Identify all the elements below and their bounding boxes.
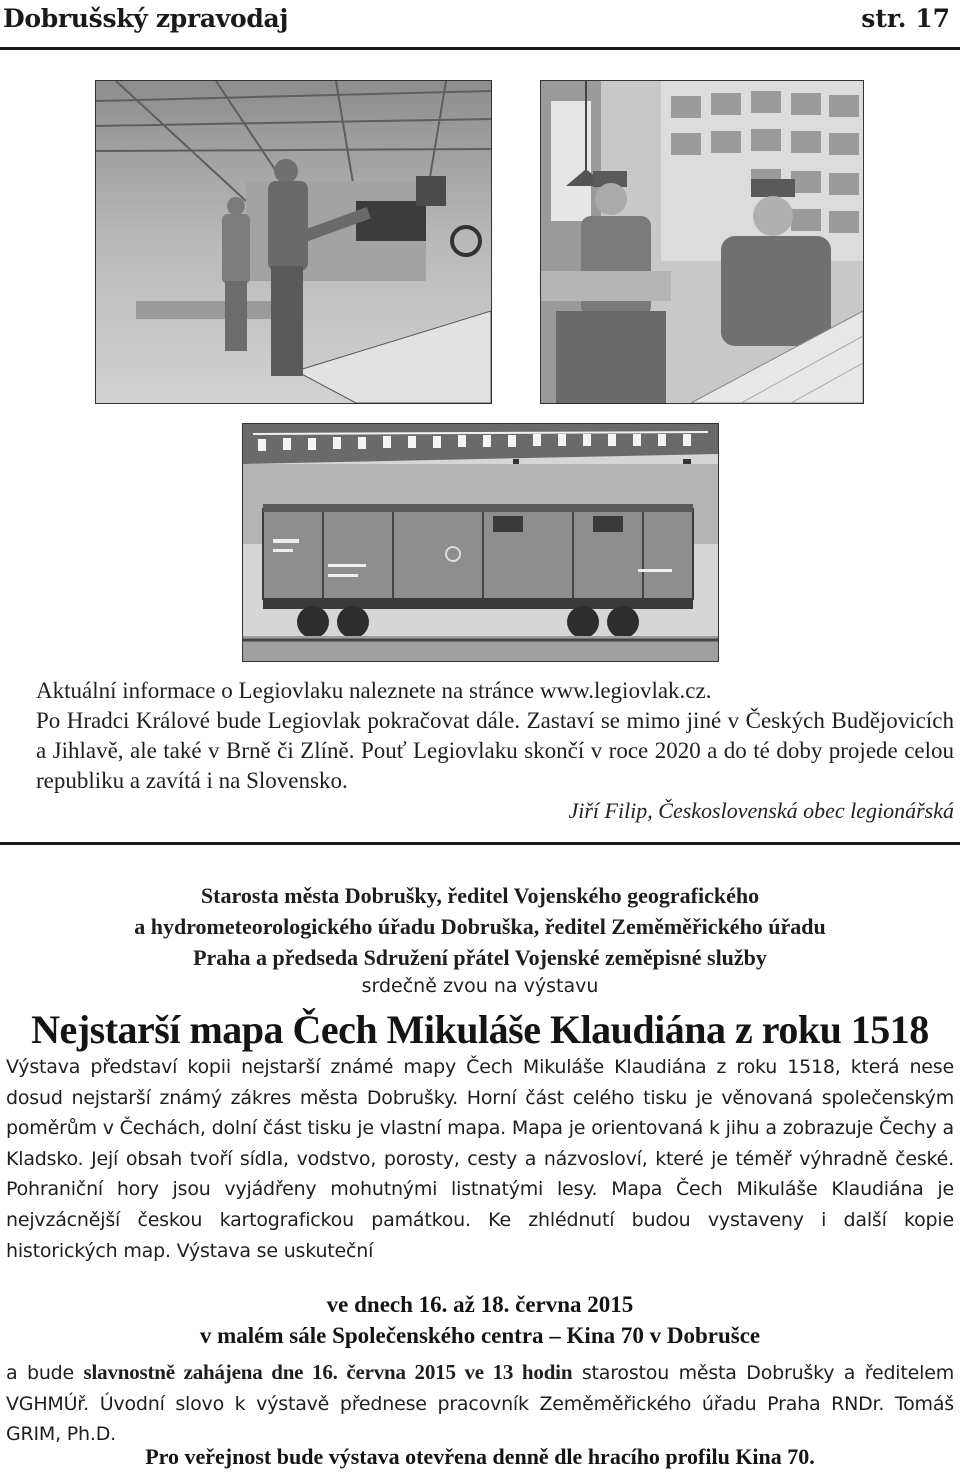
opening-text: starostou města Dobrušky a ředitelem VGHMÚř. Úvodní slovo k výstavě přednese pracovník Zeměměřického úřadu Praha RNDr. Tomáš GRIM, Ph.D. (6, 1362, 954, 1446)
opening-info (6, 1357, 954, 1450)
workshop-photo (95, 80, 492, 404)
page-header (0, 0, 960, 52)
opening-text: a bude (6, 1362, 75, 1384)
exhibition-description: Výstava představí kopii nejstarší známé mapy Čech Mikuláše Klaudiána z roku 1518, která nese dosud nejstarší známý zákres města Dobrušky. Horní část celého tisku je věnovaná společenským poměrům v Čechách, dolní část tisku je vlastní mapa. Mapa je orientovaná k jihu a zobrazuje Čechy a Kladsko. Její obsah tvoří sídla, vodstvo, porosty, cesty a názvosloví, které je téměř výhradně české. Pohraniční hory jsou vyjádřeny mohutnými listnatými lesy. Mapa Čech Mikuláše Klaudiána je nejvzácnější českou kartografickou památkou. Ke zhlédnutí budou vystaveny i další kopie historických map. Výstava se uskuteční (6, 1056, 954, 1262)
invitation-subtitle: srdečně zvou na výstavu (361, 975, 599, 997)
invitation-hosts (0, 880, 960, 973)
opening-highlight: slavnostně zahájena dne 16. června 2015 ve 13 hodin (83, 1360, 573, 1384)
exhibition-dates: ve dnech 16. až 18. června 2015 (326, 1292, 634, 1317)
railcar-photo (242, 423, 719, 662)
exhibition-title: Nejstarší mapa Čech Mikuláše Klaudiána z roku 1518 (31, 1007, 929, 1052)
office-photo (540, 80, 864, 404)
article-signature: Jiří Filip, Československá obec legionářská (568, 798, 954, 823)
header-divider (0, 47, 960, 50)
public-opening-note: Pro veřejnost bude výstava otevřena denně dle hracího profilu Kina 70. (145, 1444, 815, 1469)
invitation-line: a hydrometeorologického úřadu Dobruška, ředitel Zeměměřického úřadu (134, 914, 826, 939)
exhibition-venue: v malém sále Společenského centra – Kina 70 v Dobrušce (199, 1323, 761, 1348)
invitation-line: Starosta města Dobrušky, ředitel Vojenského geografického (200, 883, 760, 908)
info-paragraph: Po Hradci Králové bude Legiovlak pokračovat dále. Zastaví se mimo jiné v Českých Budějovicích a Jihlavě, ale také v Brně či Zlíně. Pouť Legiovlaku skončí v roce 2020 a do té doby projede celou republiku a zavítá i na Slovensko. (36, 708, 954, 793)
page-number: str. 17 (861, 4, 950, 33)
newsletter-title: Dobrušský zpravodaj (3, 4, 289, 33)
section-divider (0, 842, 960, 845)
info-line: Aktuální informace o Legiovlaku naleznete na stránce www.legiovlak.cz. (36, 678, 712, 703)
legiovlak-info (36, 676, 954, 796)
invitation-line: Praha a předseda Sdružení přátel Vojenské zeměpisné služby (193, 945, 767, 970)
